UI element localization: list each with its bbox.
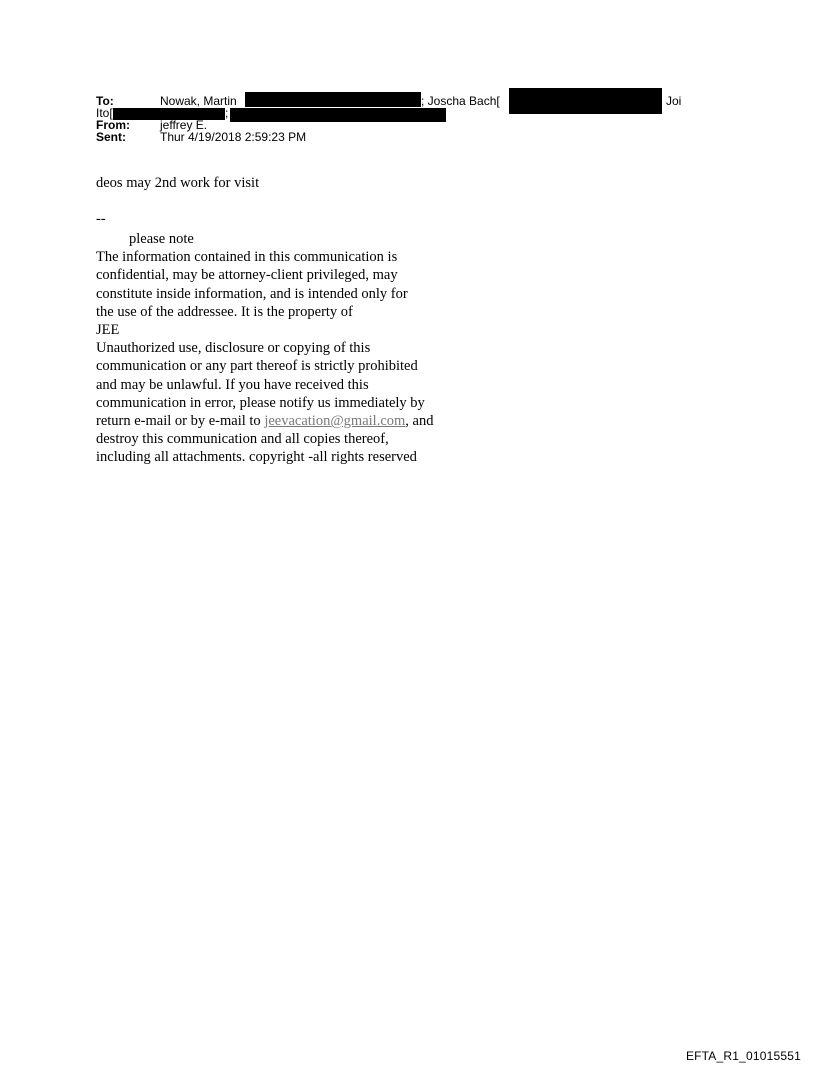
message-body: deos may 2nd work for visit [96,175,260,191]
sent-row [96,131,716,143]
sent-value: Thur 4/19/2018 2:59:23 PM [160,130,307,144]
document-id: EFTA_R1_01015551 [685,1049,801,1063]
disclaimer-line: The information contained in this communication is [96,249,398,266]
disclaimer-line: destroy this communication and all copies thereof, [96,431,389,448]
to-recipient-bach: ; Joscha Bach[ [421,94,500,108]
to-recipient-joi: Joi [666,94,682,108]
confidentiality-disclaimer [96,230,433,467]
disclaimer-line: and may be unlawful. If you have received this [96,376,369,393]
to-recipient-ito: Ito[ [96,106,113,120]
disclaimer-line: including all attachments. copyright -all rights reserved [96,449,417,466]
disclaimer-text: , and [405,413,434,430]
to-row [96,95,716,107]
disclaimer-line: confidential, may be attorney-client privileged, may [96,267,398,284]
disclaimer-line: the use of the addressee. It is the property of [96,303,353,320]
email-header [96,95,716,143]
disclaimer-line [96,412,433,430]
disclaimer-line: Unauthorized use, disclosure or copying of this [96,340,371,357]
signature-separator: -- [96,211,106,227]
disclaimer-line: JEE [96,322,120,339]
to-recipient-nowak: Nowak, Martin [160,94,237,108]
redaction-box [245,92,421,107]
to-separator: ; [225,106,229,120]
sent-label: Sent: [96,130,126,144]
disclaimer-text: return e-mail or by e-mail to [96,413,265,430]
disclaimer-line: please note [129,231,194,247]
disclaimer-line: constitute inside information, and is intended only for [96,285,408,302]
from-value: jeffrey E. [160,118,208,132]
disclaimer-line: communication in error, please notify us immediately by [96,394,425,411]
from-label: From: [96,118,130,132]
disclaimer-line: communication or any part thereof is strictly prohibited [96,358,418,375]
email-link[interactable]: jeevacation@gmail.com [264,413,406,430]
to-label: To: [96,94,114,108]
